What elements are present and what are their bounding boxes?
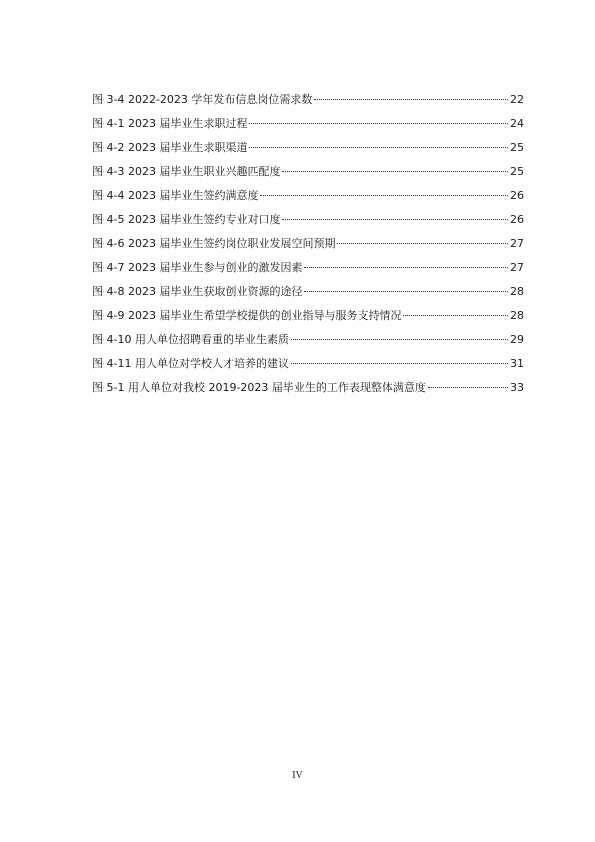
toc-entry[interactable] xyxy=(92,352,524,376)
toc-entry-title: 图 4-9 2023 届毕业生希望学校提供的创业指导与服务支持情况 xyxy=(92,309,402,322)
toc-entry[interactable] xyxy=(92,208,524,232)
toc-entry-title: 图 5-1 用人单位对我校 2019-2023 届毕业生的工作表现整体满意度 xyxy=(92,381,426,394)
dot-leader xyxy=(291,363,508,364)
toc-entry-title: 图 4-4 2023 届毕业生签约满意度 xyxy=(92,189,259,202)
dot-leader xyxy=(282,171,508,172)
dot-leader xyxy=(304,267,508,268)
toc-entry-title: 图 4-6 2023 届毕业生签约岗位职业发展空间预期 xyxy=(92,237,336,250)
toc-entry-title: 图 4-8 2023 届毕业生获取创业资源的途径 xyxy=(92,285,303,298)
toc-entry-title: 图 4-5 2023 届毕业生签约专业对口度 xyxy=(92,213,281,226)
toc-entry-page: 27 xyxy=(510,261,524,274)
toc-entry-title: 图 4-2 2023 届毕业生求职渠道 xyxy=(92,141,248,154)
toc-entry-title: 图 4-3 2023 届毕业生职业兴趣匹配度 xyxy=(92,165,281,178)
dot-leader xyxy=(249,147,508,148)
dot-leader xyxy=(260,195,508,196)
toc-entry[interactable] xyxy=(92,256,524,280)
toc-entry-page: 29 xyxy=(510,333,524,346)
toc-entry-page: 28 xyxy=(510,285,524,298)
dot-leader xyxy=(428,387,508,388)
page-number: IV xyxy=(292,770,303,781)
toc-entry-title: 图 4-7 2023 届毕业生参与创业的激发因素 xyxy=(92,261,303,274)
toc-entry-page: 25 xyxy=(510,165,524,178)
figure-list xyxy=(92,88,524,400)
toc-entry-page: 33 xyxy=(510,381,524,394)
toc-entry-title: 图 4-1 2023 届毕业生求职过程 xyxy=(92,117,248,130)
toc-entry[interactable] xyxy=(92,328,524,352)
dot-leader xyxy=(304,291,508,292)
toc-entry-page: 24 xyxy=(510,117,524,130)
toc-entry[interactable] xyxy=(92,304,524,328)
dot-leader xyxy=(282,219,508,220)
toc-entry-page: 31 xyxy=(510,357,524,370)
toc-entry-page: 27 xyxy=(510,237,524,250)
toc-entry-page: 26 xyxy=(510,213,524,226)
toc-entry-title: 图 4-10 用人单位招聘看重的毕业生素质 xyxy=(92,333,289,346)
toc-entry-page: 26 xyxy=(510,189,524,202)
toc-entry-page: 25 xyxy=(510,141,524,154)
toc-entry[interactable] xyxy=(92,376,524,400)
dot-leader xyxy=(249,123,508,124)
dot-leader xyxy=(337,243,508,244)
toc-entry-page: 22 xyxy=(510,93,524,106)
toc-entry-page: 28 xyxy=(510,309,524,322)
toc-entry[interactable] xyxy=(92,184,524,208)
toc-entry[interactable] xyxy=(92,112,524,136)
toc-entry[interactable] xyxy=(92,280,524,304)
toc-entry-title: 图 4-11 用人单位对学校人才培养的建议 xyxy=(92,357,289,370)
dot-leader xyxy=(314,99,508,100)
toc-entry[interactable] xyxy=(92,136,524,160)
toc-entry[interactable] xyxy=(92,232,524,256)
toc-entry-title: 图 3-4 2022-2023 学年发布信息岗位需求数 xyxy=(92,93,313,106)
toc-entry[interactable] xyxy=(92,88,524,112)
toc-entry[interactable] xyxy=(92,160,524,184)
dot-leader xyxy=(403,315,508,316)
dot-leader xyxy=(291,339,508,340)
